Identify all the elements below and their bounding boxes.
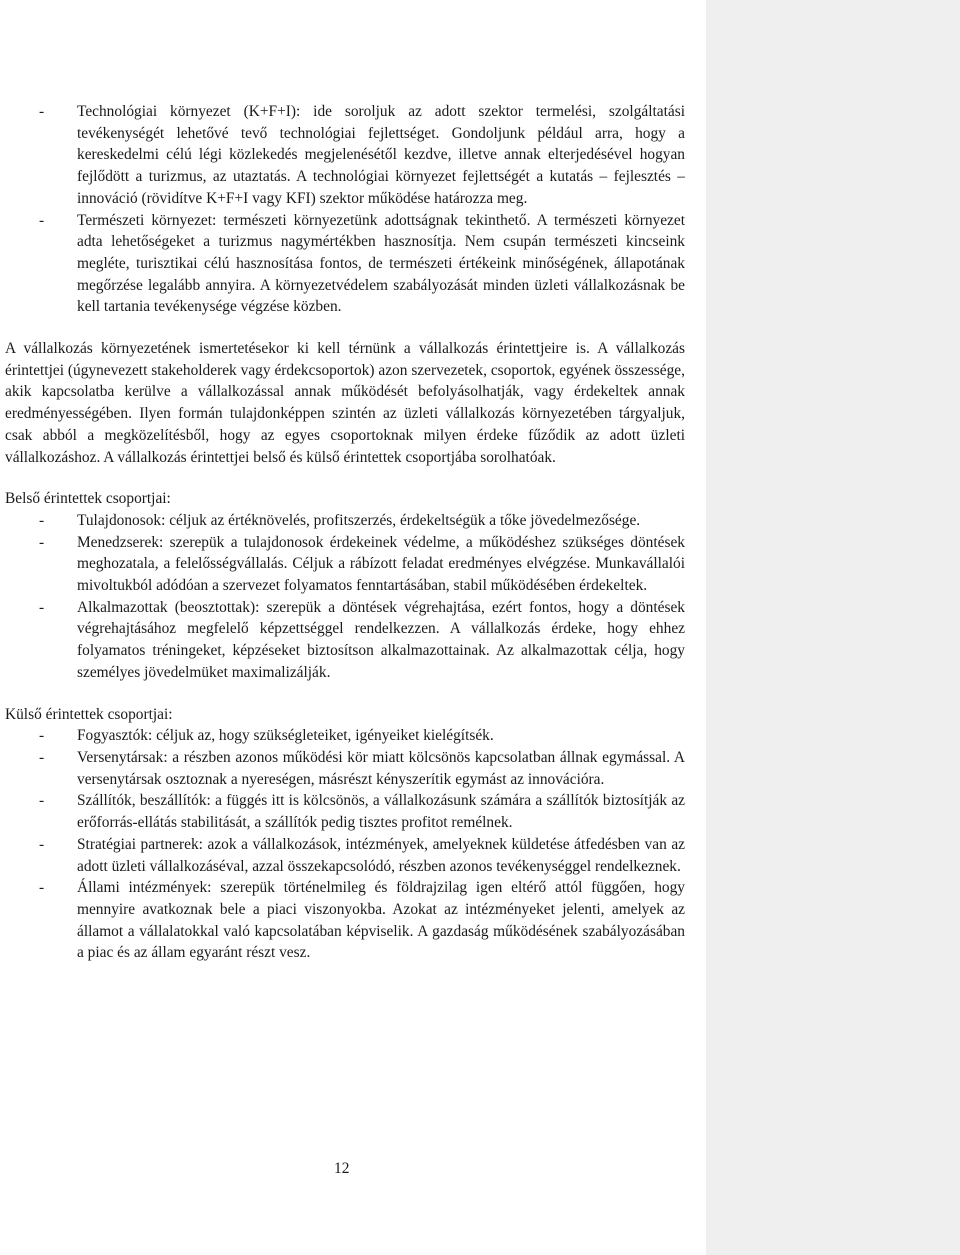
list-dash: - [39,211,45,229]
external-stakeholders-heading: Külső érintettek csoportjai: [5,705,173,723]
page-content [5,101,685,964]
list-item-text: Természeti környezet: természeti környezetünk adottságnak tekinthető. A természeti környezet adta lehetőségeket a turizmus nagymértékben hasznosítja. Nem csupán természeti kincseink megléte, turisztikai célú hasznosítása fontos, de természeti értékeink minőségének, állapotának megőrzése legalább annyira. A környezetvédelem szabályozását minden üzleti vállalkozásnak be kell tartania tevékenysége végzése közben. [77,211,685,316]
list-item [5,790,685,833]
list-dash: - [39,511,45,529]
page-number: 12 [334,1160,350,1177]
list-dash: - [39,727,45,745]
list-item-text: Technológiai környezet (K+F+I): ide soroljuk az adott szektor termelési, szolgáltatási tevékenységét lehetővé tevő technológiai fejlettséget. Gondoljunk például arra, hogy a kereskedelmi célú légi közlekedés megjelenésétől kezdve, illetve annak elterjedésével hogyan fejlődött a turizmus, az utaztatás. A technológiai környezet fejlettségét a kutatás – fejlesztés – innováció (rövidítve K+F+I vagy KFI) szektor működése határozza meg. [77,103,685,207]
list-dash: - [39,792,45,810]
list-dash: - [39,879,45,897]
list-item [5,210,685,319]
list-item [5,725,685,747]
list-item-text: Versenytársak: a részben azonos működési kör miatt kölcsönös kapcsolatban állnak egymással. A versenytársak osztoznak a nyereségen, másrészt kényszerítik egymást az innovációra. [77,748,685,788]
list-item [5,532,685,597]
list-dash: - [39,748,45,766]
list-dash: - [39,533,45,551]
comment-margin-panel [706,0,960,1255]
list-item [5,510,685,532]
stakeholder-paragraph: A vállalkozás környezetének ismertetésekor ki kell térnünk a vállalkozás érintettjeire is. A vállalkozás érintettjei (úgynevezett stakeholderek vagy érdekcsoportok) azon szervezetek, csoportok, egyének összessége, akik kapcsolatba kerülve a vállalkozással annak működését befolyásolhatják, vagy érdekeltek annak eredményességében. Ilyen formán tulajdonképpen szintén az üzleti vállalkozás környezetében tárgyaljuk, csak abból a megközelítésből, hogy az egyes csoportoknak milyen érdeke fűződik az adott üzleti vállalkozáshoz. A vállalkozás érintettjei belső és külső érintettek csoportjába sorolhatóak. [5,340,685,466]
list-item-text: Stratégiai partnerek: azok a vállalkozások, intézmények, amelyeknek küldetése átfedésben van az adott üzleti vállalkozáséval, azzal összekapcsolódó, részben azonos tevékenységgel rendelkeznek. [77,835,685,875]
list-dash: - [39,598,45,616]
list-dash: - [39,103,45,120]
list-item-text: Tulajdonosok: céljuk az értéknövelés, profitszerzés, érdekeltségük a tőke jövedelmezősége. [77,511,641,529]
list-item-text: Alkalmazottak (beosztottak): szerepük a döntések végrehajtása, ezért fontos, hogy a döntések végrehajtásához megfelelő képzettséggel rendelkezzen. A vállalkozás érdeke, hogy ehhez folyamatos tréningeket, képzéseket biztosítson alkalmazottainak. Az alkalmazottak célja, hogy személyes jövedelmüket maximalizálják. [77,598,685,681]
list-item-text: Menedzserek: szerepük a tulajdonosok érdekeinek védelme, a működéshez szükséges döntések meghozatala, a felelősségvállalás. Céljuk a rábízott feladat eredményes elvégzése. Munkavállalói mivoltukból adódóan a szervezet folyamatos fenntartásában, stabil működésében érdekeltek. [77,533,685,595]
list-item-text: Állami intézmények: szerepük történelmileg és földrajzilag igen eltérő attól függően, hogy mennyire avatkoznak bele a piaci viszonyokba. Azokat az intézményeket jelenti, amelyek az államot a vállalatokkal való kapcsolatában képviselik. A gazdaság működésének szabályozásában a piac és az állam egyaránt részt vesz. [77,879,685,962]
list-item [5,101,685,210]
list-item [5,597,685,684]
list-item [5,877,685,964]
list-item-text: Fogyasztók: céljuk az, hogy szükségleteiket, igényeiket kielégítsék. [77,727,494,745]
list-item [5,747,685,790]
list-item-text: Szállítók, beszállítók: a függés itt is kölcsönös, a vállalkozásunk számára a szállítók biztosítják az erőforrás-ellátás stabilitását, a szállítók pedig tisztes profitot remélnek. [77,792,685,832]
list-item [5,834,685,877]
list-dash: - [39,835,45,853]
internal-stakeholders-heading: Belső érintettek csoportjai: [5,490,171,508]
